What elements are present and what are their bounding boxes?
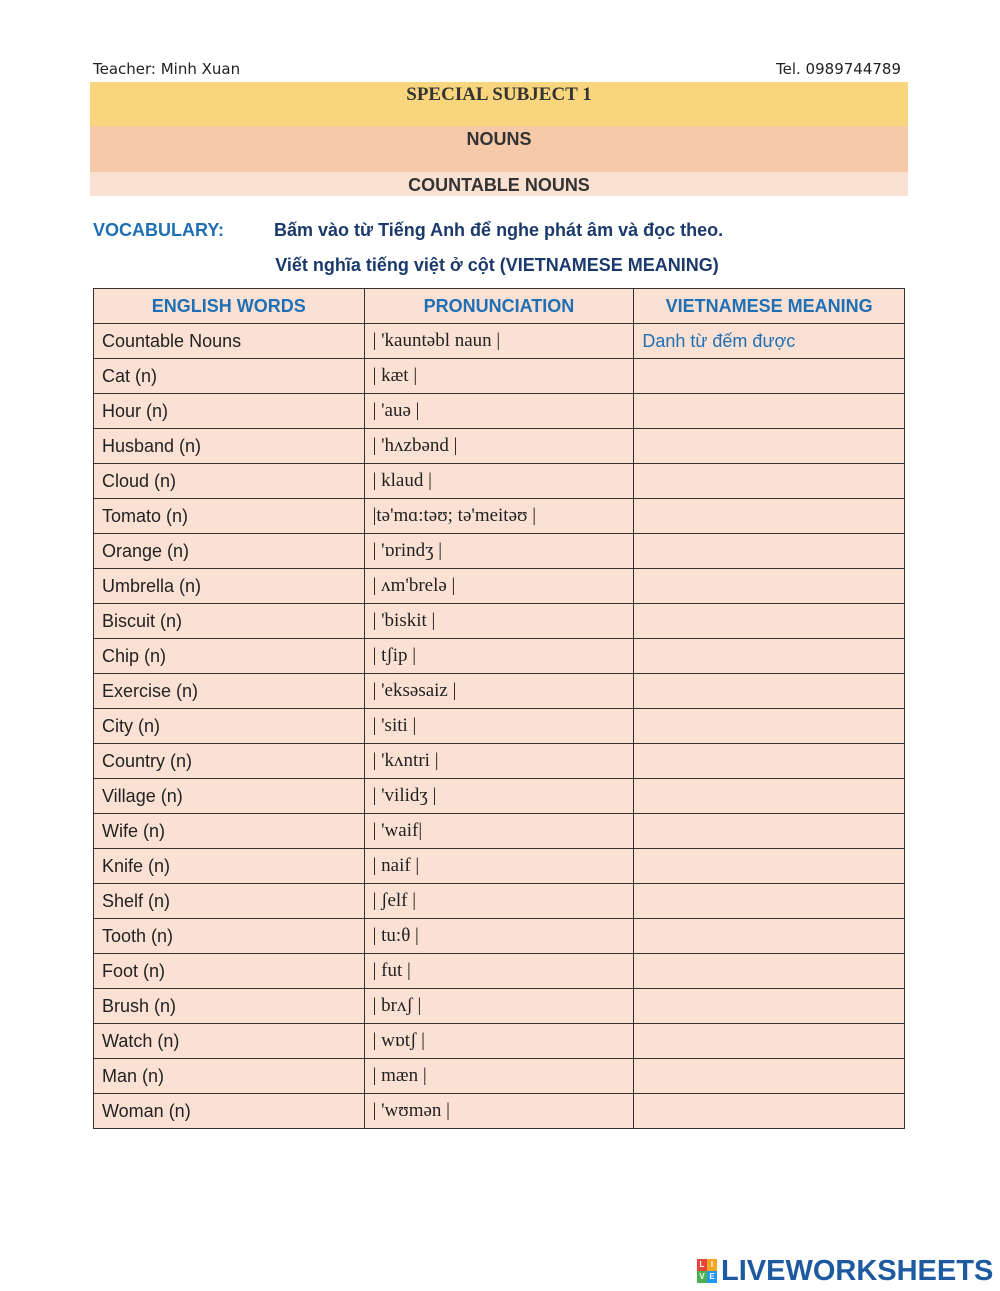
english-word[interactable]: Knife (n): [94, 849, 365, 884]
vietnamese-meaning-input[interactable]: [634, 639, 905, 674]
english-word[interactable]: Tomato (n): [94, 499, 365, 534]
english-word[interactable]: Country (n): [94, 744, 365, 779]
pronunciation: | tʃip |: [364, 639, 634, 674]
vietnamese-meaning-input[interactable]: [634, 499, 905, 534]
pronunciation: | 'kʌntri |: [364, 744, 634, 779]
vietnamese-meaning-input[interactable]: [634, 989, 905, 1024]
column-header-english: ENGLISH WORDS: [94, 289, 365, 324]
table-row: [94, 954, 905, 989]
table-row: [94, 1094, 905, 1129]
vocabulary-label: VOCABULARY:: [93, 220, 224, 240]
english-word[interactable]: Village (n): [94, 779, 365, 814]
vietnamese-meaning-input[interactable]: [634, 1024, 905, 1059]
vietnamese-meaning-input[interactable]: [634, 954, 905, 989]
logo-text: LIVEWORKSHEETS: [721, 1254, 994, 1287]
subject-banner: SPECIAL SUBJECT 1: [90, 82, 908, 126]
pronunciation: | 'vilidʒ |: [364, 779, 634, 814]
vietnamese-meaning-input[interactable]: [634, 569, 905, 604]
table-row: [94, 394, 905, 429]
instruction-write: Viết nghĩa tiếng việt ở cột (VIETNAMESE MEANING): [275, 255, 719, 275]
table-header-row: [94, 289, 905, 324]
english-word[interactable]: Shelf (n): [94, 884, 365, 919]
table-row: [94, 324, 905, 359]
pronunciation: | 'biskit |: [364, 604, 634, 639]
vietnamese-meaning-input[interactable]: [634, 359, 905, 394]
pronunciation: | fut |: [364, 954, 634, 989]
column-header-meaning: VIETNAMESE MEANING: [634, 289, 905, 324]
pronunciation: | ʃelf |: [364, 884, 634, 919]
table-row: [94, 1024, 905, 1059]
english-word[interactable]: City (n): [94, 709, 365, 744]
table-row: [94, 674, 905, 709]
pronunciation: | naif |: [364, 849, 634, 884]
vietnamese-meaning-input[interactable]: [634, 464, 905, 499]
pronunciation: | tu:θ |: [364, 919, 634, 954]
liveworksheets-logo: [697, 1254, 993, 1288]
english-word[interactable]: Woman (n): [94, 1094, 365, 1129]
table-row: [94, 814, 905, 849]
table-row: [94, 709, 905, 744]
vietnamese-meaning-input[interactable]: [634, 744, 905, 779]
english-word[interactable]: Orange (n): [94, 534, 365, 569]
english-word[interactable]: Umbrella (n): [94, 569, 365, 604]
table-row: [94, 534, 905, 569]
logo-mark-i: I: [707, 1259, 717, 1271]
english-word[interactable]: Watch (n): [94, 1024, 365, 1059]
vietnamese-meaning-input[interactable]: [634, 429, 905, 464]
vietnamese-meaning-input[interactable]: [634, 534, 905, 569]
pronunciation: | ʌm'brelə |: [364, 569, 634, 604]
table-row: [94, 359, 905, 394]
vietnamese-meaning-input[interactable]: [634, 849, 905, 884]
table-row: [94, 1059, 905, 1094]
topic-banner: NOUNS: [90, 126, 908, 172]
logo-mark-l: L: [697, 1259, 707, 1271]
vietnamese-meaning-input[interactable]: [634, 1094, 905, 1129]
pronunciation: | 'auə |: [364, 394, 634, 429]
pronunciation: | kæt |: [364, 359, 634, 394]
table-row: [94, 884, 905, 919]
vietnamese-meaning-input[interactable]: [634, 919, 905, 954]
teacher-name: Teacher: Minh Xuan: [93, 60, 241, 78]
vietnamese-meaning-input[interactable]: [634, 884, 905, 919]
pronunciation: | 'hʌzbənd |: [364, 429, 634, 464]
pronunciation: | 'ɒrindʒ |: [364, 534, 634, 569]
english-word[interactable]: Husband (n): [94, 429, 365, 464]
pronunciation: |tə'mɑ:təʊ; tə'meitəʊ |: [364, 499, 634, 534]
logo-mark-v: V: [697, 1271, 707, 1283]
english-word[interactable]: Hour (n): [94, 394, 365, 429]
english-word[interactable]: Tooth (n): [94, 919, 365, 954]
english-word[interactable]: Biscuit (n): [94, 604, 365, 639]
table-row: [94, 464, 905, 499]
table-row: [94, 919, 905, 954]
english-word[interactable]: Brush (n): [94, 989, 365, 1024]
vietnamese-meaning-input[interactable]: [634, 394, 905, 429]
pronunciation: | mæn |: [364, 1059, 634, 1094]
vietnamese-meaning-input[interactable]: [634, 779, 905, 814]
english-word[interactable]: Cloud (n): [94, 464, 365, 499]
vocabulary-table: [93, 288, 905, 1129]
english-word[interactable]: Cat (n): [94, 359, 365, 394]
vietnamese-meaning-input[interactable]: [634, 674, 905, 709]
pronunciation: | 'waif|: [364, 814, 634, 849]
english-word[interactable]: Man (n): [94, 1059, 365, 1094]
page-header: [93, 60, 901, 80]
pronunciation: | 'kauntəbl naun |: [364, 324, 634, 359]
vietnamese-meaning-input[interactable]: [634, 1059, 905, 1094]
english-word[interactable]: Exercise (n): [94, 674, 365, 709]
english-word[interactable]: Countable Nouns: [94, 324, 365, 359]
pronunciation: | wɒtʃ |: [364, 1024, 634, 1059]
column-header-pronunciation: PRONUNCIATION: [364, 289, 634, 324]
table-row: [94, 604, 905, 639]
table-row: [94, 849, 905, 884]
teacher-phone: Tel. 0989744789: [776, 60, 901, 78]
logo-mark-e: E: [707, 1271, 717, 1283]
pronunciation: | 'wʊmən |: [364, 1094, 634, 1129]
english-word[interactable]: Wife (n): [94, 814, 365, 849]
english-word[interactable]: Foot (n): [94, 954, 365, 989]
table-row: [94, 429, 905, 464]
subtopic-banner: COUNTABLE NOUNS: [90, 172, 908, 196]
instruction-listen: Bấm vào từ Tiếng Anh để nghe phát âm và đọc theo.: [274, 220, 724, 240]
table-row: [94, 499, 905, 534]
pronunciation: | klaud |: [364, 464, 634, 499]
logo-mark-icon: [697, 1259, 717, 1283]
table-row: [94, 989, 905, 1024]
vietnamese-meaning-input[interactable]: [634, 709, 905, 744]
table-row: [94, 744, 905, 779]
pronunciation: | 'eksəsaiz |: [364, 674, 634, 709]
instruction-write-wrapper: [0, 255, 1000, 276]
vietnamese-meaning-input[interactable]: [634, 604, 905, 639]
table-row: [94, 639, 905, 674]
vietnamese-meaning-input[interactable]: [634, 814, 905, 849]
table-row: [94, 779, 905, 814]
pronunciation: | brʌʃ |: [364, 989, 634, 1024]
english-word[interactable]: Chip (n): [94, 639, 365, 674]
vietnamese-meaning-input[interactable]: Danh từ đếm được: [634, 324, 905, 359]
pronunciation: | 'siti |: [364, 709, 634, 744]
table-row: [94, 569, 905, 604]
